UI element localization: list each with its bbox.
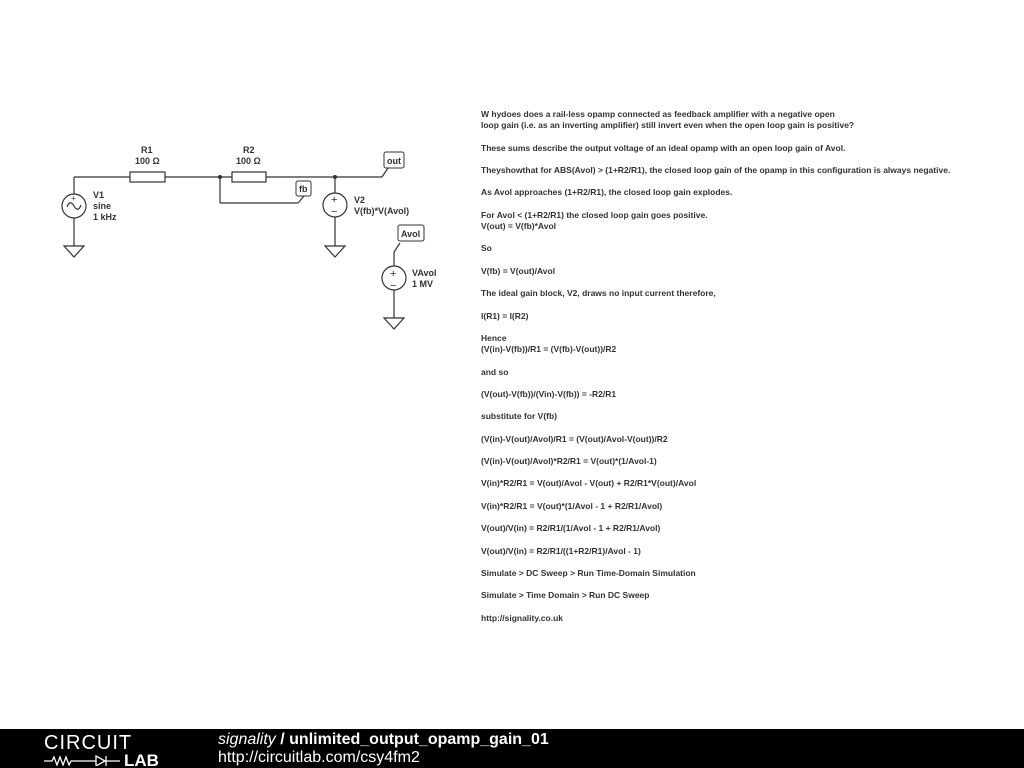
notes-line: Hence [481, 332, 507, 343]
notes-line: I(R1) = I(R2) [481, 310, 529, 321]
vavol-name: VAvol [412, 268, 437, 278]
notes-spacer [481, 154, 1001, 165]
notes-line: loop gain (i.e. as an inverting amplifier) still invert even when the open loop gain is positive? [481, 120, 855, 131]
circuitlab-logo[interactable] [44, 732, 179, 766]
footer-bar [0, 729, 1024, 768]
circuit-name: unlimited_output_opamp_gain_01 [289, 731, 549, 748]
r1-resistor[interactable] [130, 172, 165, 182]
resistor-diode-icon [44, 756, 120, 766]
notes-spacer [481, 378, 1001, 389]
schematic [0, 0, 470, 340]
notes-line: W hydoes does a rail-less opamp connected as feedback amplifier with a negative open [481, 109, 835, 119]
ground-v1 [64, 246, 84, 257]
notes-spacer [481, 199, 1001, 210]
notes-line: V(fb) = V(out)/Avol [481, 265, 556, 276]
notes-line: The ideal gain block, V2, draws no input current therefore, [481, 288, 716, 299]
title-separator: / [275, 731, 290, 748]
v1-freq: 1 kHz [93, 212, 117, 222]
v1-type: sine [93, 201, 112, 211]
notes-line: http://signality.co.uk [481, 612, 564, 623]
notes-spacer [481, 131, 1001, 142]
notes-line: These sums describe the output voltage of an ideal opamp with an open loop gain of Avol. [481, 142, 846, 153]
notes-line: (V(in)-V(fb))/R1 = (V(fb)-V(out))/R2 [481, 344, 617, 355]
junction-dot [218, 175, 222, 179]
notes-spacer [481, 534, 1001, 545]
r2-name: R2 [243, 145, 255, 155]
notes-line: (V(in)-V(out)/Avol)*R2/R1 = V(out)*(1/Avol-1) [481, 456, 657, 467]
notes-line: substitute for V(fb) [481, 411, 558, 422]
notes-line: and so [481, 366, 509, 377]
notes-spacer [481, 322, 1001, 333]
notes-spacer [481, 445, 1001, 456]
notes-spacer [481, 602, 1001, 613]
ground-v2 [325, 246, 345, 257]
plus-mark: + [390, 268, 397, 280]
r1-name: R1 [141, 145, 153, 155]
vavol-value: 1 MV [412, 279, 434, 289]
notes-spacer [481, 355, 1001, 366]
notes-line: (V(out)-V(fb))/(Vin)-V(fb)) = -R2/R1 [481, 388, 617, 399]
ground-vavol [384, 318, 404, 329]
notes-line: V(out) = V(fb)*Avol [481, 220, 556, 231]
notes-spacer [481, 467, 1001, 478]
author-name[interactable]: signality [218, 731, 276, 748]
v1-name: V1 [93, 190, 105, 200]
notes-spacer [481, 299, 1001, 310]
plus-mark: + [331, 194, 338, 206]
minus-mark: − [331, 206, 338, 218]
v2-name: V2 [354, 195, 366, 205]
r2-value: 100 Ω [236, 156, 261, 166]
logo-text-lab: LAB [124, 751, 159, 766]
notes-line: Simulate > DC Sweep > Run Time-Domain Simulation [481, 568, 696, 579]
notes-spacer [481, 176, 1001, 187]
notes-line: (V(in)-V(out)/Avol)/R1 = (V(out)/Avol-V(out))/R2 [481, 433, 668, 444]
notes-spacer [481, 255, 1001, 266]
notes-line: Simulate > Time Domain > Run DC Sweep [481, 590, 650, 601]
notes-line: For Avol < (1+R2/R1) the closed loop gain goes positive. [481, 209, 708, 220]
circuit-title[interactable] [218, 731, 549, 749]
notes-spacer [481, 512, 1001, 523]
notes-line: V(out)/V(in) = R2/R1/((1+R2/R1)/Avol - 1) [481, 545, 641, 556]
notes-spacer [481, 423, 1001, 434]
notes-line: So [481, 243, 492, 254]
notes-spacer [481, 490, 1001, 501]
notes-line: As Avol approaches (1+R2/R1), the closed loop gain explodes. [481, 187, 733, 198]
notes-spacer [481, 232, 1001, 243]
v2-expr: V(fb)*V(Avol) [354, 206, 410, 216]
notes-spacer [481, 277, 1001, 288]
plus-mark: + [71, 194, 76, 203]
junction-dot [333, 175, 337, 179]
notes-spacer [481, 400, 1001, 411]
notes-line: V(in)*R2/R1 = V(out)*(1/Avol - 1 + R2/R1/Avol) [481, 500, 663, 511]
minus-mark: − [390, 280, 397, 292]
net-label-fb: fb [299, 184, 308, 194]
notes-line: V(in)*R2/R1 = V(out)/Avol - V(out) + R2/R1*V(out)/Avol [481, 478, 697, 489]
notes-spacer [481, 579, 1001, 590]
r2-resistor[interactable] [232, 172, 266, 182]
description-notes [481, 109, 1001, 624]
notes-line: V(out)/V(in) = R2/R1/(1/Avol - 1 + R2/R1/Avol) [481, 523, 661, 534]
net-label-out: out [387, 156, 401, 166]
r1-value: 100 Ω [135, 156, 160, 166]
net-label-avol: Avol [401, 229, 421, 239]
notes-line: Theyshowthat for ABS(Avol) > (1+R2/R1), the closed loop gain of the opamp in this configuration is always negative. [481, 164, 951, 175]
notes-spacer [481, 557, 1001, 568]
circuit-url[interactable]: http://circuitlab.com/csy4fm2 [218, 749, 420, 766]
logo-text-circuit: CIRCUIT [44, 732, 133, 754]
